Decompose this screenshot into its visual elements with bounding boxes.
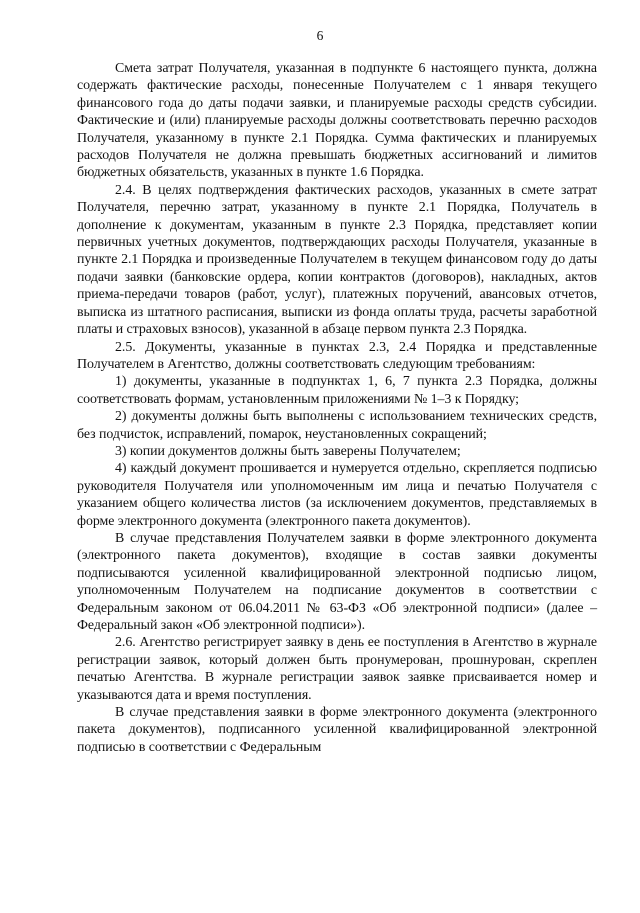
page-number: 6: [316, 28, 324, 43]
paragraph-electronic-submission: В случае представления заявки в форме электронного документа (электронного пакета документов), подписанного усиленной квалифицированной электронной подписью в соответствии с Федеральным: [77, 705, 597, 755]
paragraph-electronic-document: В случае представления Получателем заявки в форме электронного документа (электронного пакета документов), входящие в состав заявки документы подписываются усиленной квалифицированной электронной подписью лицом, уполномоченным Получателем на подписание документов в соответствии с Федеральным законом от 06.04.2011 № 63-ФЗ «Об электронной подписи» (далее – Федеральный закон «Об электронной подписи»).: [77, 530, 597, 633]
list-item-3: 3) копии документов должны быть заверены Получателем;: [115, 443, 461, 459]
list-item-1: 1) документы, указанные в подпунктах 1, 6, 7 пункта 2.3 Порядка, должны соответствовать формам, установленным приложениями № 1–3 к Порядку;: [77, 374, 597, 407]
paragraph-2-5: 2.5. Документы, указанные в пунктах 2.3, 2.4 Порядка и представленные Получателем в Агентство, должны соответствовать следующим требованиям:: [77, 339, 597, 372]
list-item-4: 4) каждый документ прошивается и нумеруется отдельно, скрепляется подписью руководителя Получателя или уполномоченным им лица и печатью Получателя с указанием общего количества листов (за исключением документов, представляемых в форме электронного документа (электронного пакета документов).: [77, 461, 597, 529]
list-item-2: 2) документы должны быть выполнены с использованием технических средств, без подчисток, исправлений, помарок, неустановленных сокращений;: [77, 409, 597, 442]
paragraph-budget-estimate: Смета затрат Получателя, указанная в подпункте 6 настоящего пункта, должна содержать фактические расходы, понесенные Получателем с 1 января текущего финансового года до даты подачи заявки, и планируемые расходы средств субсидии. Фактические и (или) планируемые расходы должны соответствовать перечню расходов Получателя, указанному в пункте 2.1 Порядка. Сумма фактических и планируемых расходов Получателя не должна превышать бюджетных ассигнований и лимитов бюджетных обязательств, указанных в пункте 1.6 Порядка.: [77, 61, 597, 181]
paragraph-2-6: 2.6. Агентство регистрирует заявку в день ее поступления в Агентство в журнале регистрации заявок, который должен быть пронумерован, прошнурован, скреплен печатью Агентства. В журнале регистрации заявок заявке присваивается номер и указываются дата и время поступления.: [77, 635, 597, 703]
paragraph-2-4: 2.4. В целях подтверждения фактических расходов, указанных в смете затрат Получателя, перечню затрат, указанному в пункте 2.1 Порядка, Получатель в дополнение к документам, указанным в пункте 2.3 Порядка, представляет копии первичных учетных документов, подтверждающих расходы Получателя, указанные в пункте 2.1 Порядка и произведенные Получателем в текущем финансовом году до даты подачи заявки (банковские ордера, копии контрактов (договоров), накладных, актов приема-передачи товаров (работ, услуг), платежных поручений, авансовых отчетов, выписка из штатного расписания, выписки из фонда оплаты труда, расчеты заработной платы и страховых взносов), указанной в абзаце первом пункта 2.3 Порядка.: [77, 182, 597, 338]
document-body: [77, 60, 597, 756]
